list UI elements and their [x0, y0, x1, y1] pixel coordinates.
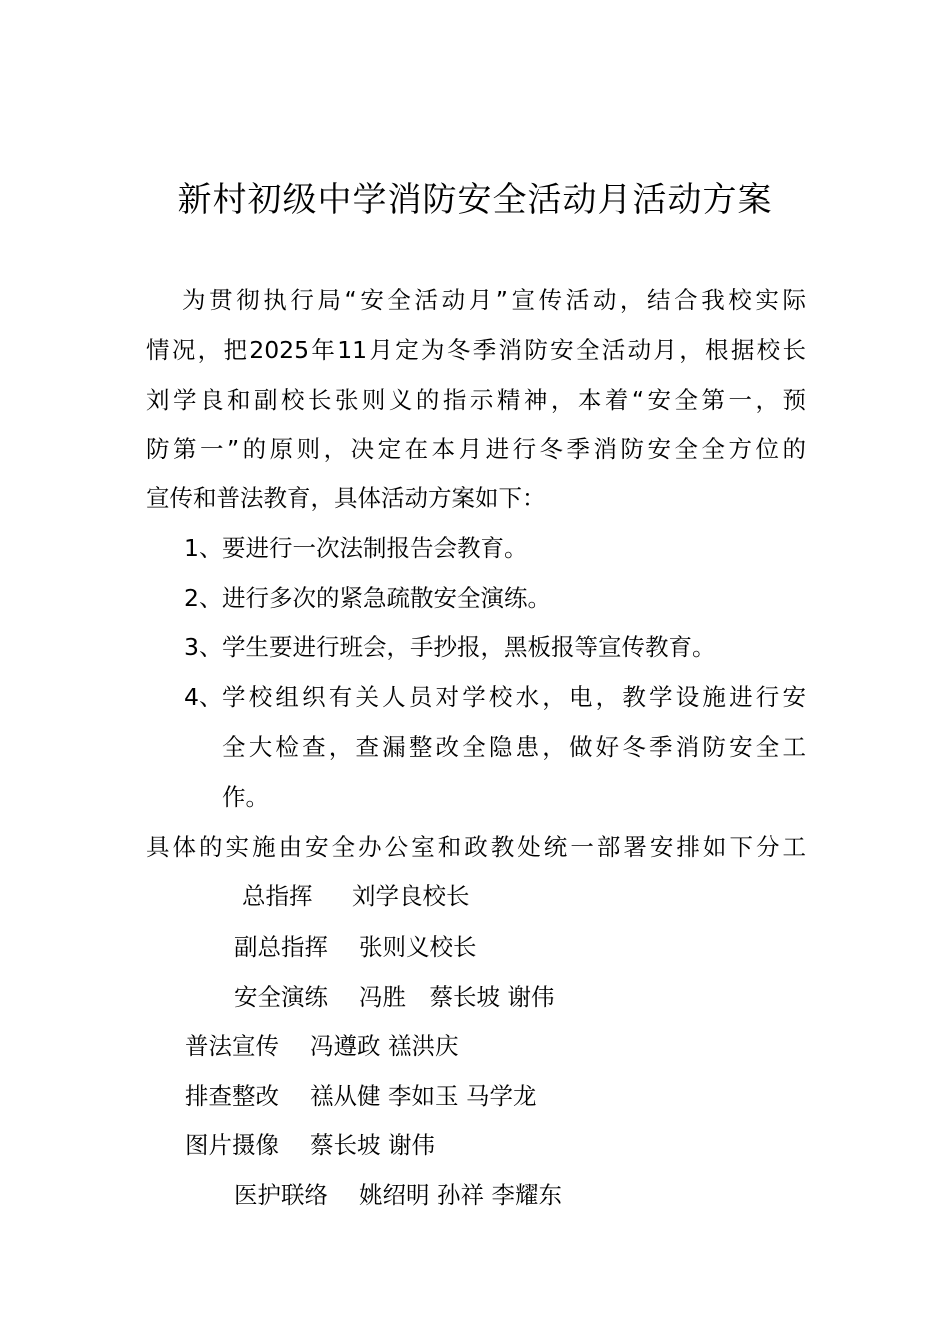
role-people: 姚绍明 孙祥 李耀东 — [359, 1181, 562, 1209]
role-row — [185, 1128, 435, 1162]
list-item-number: 4、 — [184, 683, 223, 711]
list-item-number: 3、 — [184, 633, 223, 661]
role-people: 张则义校长 — [359, 933, 477, 961]
role-row — [242, 879, 470, 913]
role-people: 冯遵政 禚洪庆 — [310, 1032, 459, 1060]
list-item-text: 全大检查，查漏整改全隐患，做好冬季消防安全工 — [222, 733, 806, 761]
assignment-intro: 具体的实施由安全办公室和政教处统一部署安排如下分工 — [146, 833, 806, 861]
role-name: 排查整改 — [185, 1082, 279, 1110]
role-people: 冯胜 蔡长坡 谢伟 — [359, 983, 555, 1011]
role-row — [185, 1029, 458, 1063]
role-name: 副总指挥 — [234, 933, 328, 961]
role-row — [234, 1178, 562, 1212]
role-row — [185, 1079, 536, 1113]
list-item-text: 学校组织有关人员对学校水，电，教学设施进行安 — [222, 683, 806, 711]
list-item-number: 1、 — [184, 534, 223, 562]
role-name: 图片摄像 — [185, 1131, 279, 1159]
list-item-text: 进行多次的紧急疏散安全演练。 — [222, 584, 551, 612]
role-people: 蔡长坡 谢伟 — [310, 1131, 435, 1159]
role-name: 医护联络 — [234, 1181, 328, 1209]
intro-line-5: 宣传和普法教育，具体活动方案如下： — [146, 484, 546, 512]
role-people: 刘学良校长 — [352, 882, 470, 910]
list-item-text: 要进行一次法制报告会教育。 — [222, 534, 528, 562]
intro-line-2: 情况，把2025年11月定为冬季消防安全活动月，根据校长 — [146, 336, 806, 364]
list-item-text: 学生要进行班会，手抄报，黑板报等宣传教育。 — [222, 633, 716, 661]
list-item-number: 2、 — [184, 584, 223, 612]
intro-line-1: 为贯彻执行局“安全活动月”宣传活动，结合我校实际 — [182, 286, 806, 314]
role-name: 普法宣传 — [185, 1032, 279, 1060]
intro-line-3: 刘学良和副校长张则义的指示精神，本着“安全第一，预 — [146, 386, 806, 414]
document-title: 新村初级中学消防安全活动月活动方案 — [177, 180, 773, 220]
intro-line-4: 防第一”的原则，决定在本月进行冬季消防安全全方位的 — [146, 435, 806, 463]
role-row — [234, 930, 477, 964]
role-name: 安全演练 — [234, 983, 328, 1011]
role-row — [234, 980, 554, 1014]
role-name: 总指挥 — [242, 882, 313, 910]
list-item-text: 作。 — [222, 783, 269, 811]
role-people: 禚从健 李如玉 马学龙 — [310, 1082, 537, 1110]
